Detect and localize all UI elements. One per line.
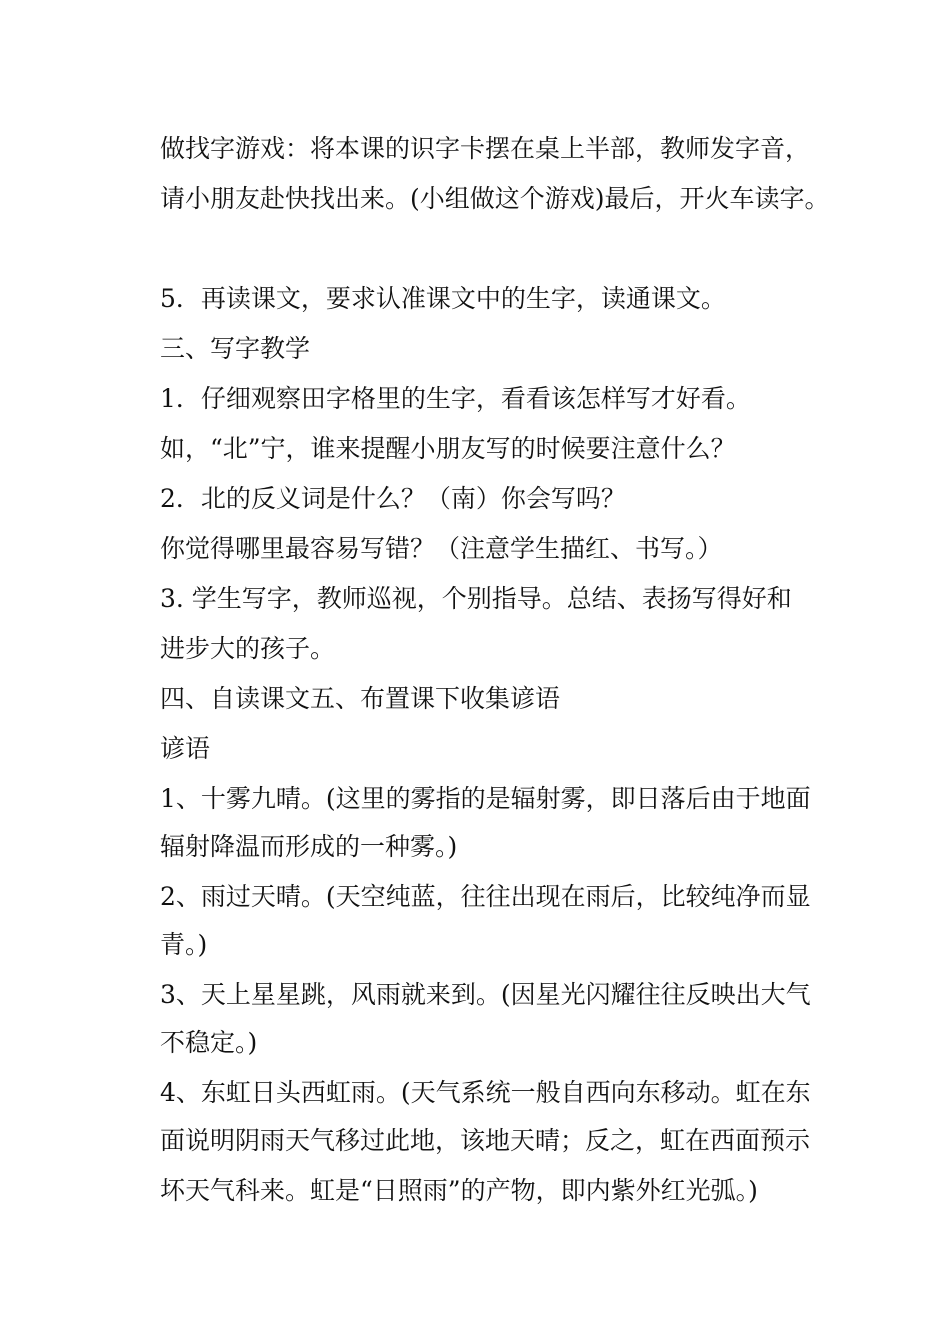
proverbs-heading: 谚语 — [160, 734, 211, 763]
paragraph-line-3: 5．再读课文，要求认准课文中的生字，读通课文。 — [160, 284, 726, 313]
section-heading-reading: 四、自读课文五、布置课下收集谚语 — [160, 684, 561, 713]
proverb-4-line-1: 4、东虹日头西虹雨。(天气系统一般自西向东移动。虹在东 — [160, 1078, 811, 1107]
proverb-1-line-1: 1、十雾九晴。(这里的雾指的是辐射雾，即日落后由于地面 — [160, 784, 811, 813]
paragraph-line-5: 1．仔细观察田字格里的生字，看看该怎样写才好看。 — [160, 384, 751, 413]
proverb-2-line-1: 2、雨过天晴。(天空纯蓝，往往出现在雨后，比较纯净而显 — [160, 882, 811, 911]
section-heading-writing: 三、写字教学 — [160, 334, 311, 363]
paragraph-line-6: 如，“北”宁，谁来提醒小朋友写的时候要注意什么？ — [160, 434, 736, 463]
proverb-4-line-3: 坏天气科来。虹是“日照雨”的产物，即内紫外红光弧。) — [160, 1176, 758, 1205]
paragraph-line-9: 3. 学生写字，教师巡视，个别指导。总结、表扬写得好和 — [160, 584, 792, 613]
paragraph-line-8: 你觉得哪里最容易写错？（注意学生描红、书写。） — [160, 534, 723, 563]
paragraph-line-2: 请小朋友赴快找出来。(小组做这个游戏)最后，开火车读字。 — [160, 184, 830, 213]
proverb-2-line-2: 青。) — [160, 930, 208, 959]
proverb-3-line-2: 不稳定。) — [160, 1028, 258, 1057]
proverb-3-line-1: 3、天上星星跳，风雨就来到。(因星光闪耀往往反映出大气 — [160, 980, 811, 1009]
paragraph-line-1: 做找字游戏：将本课的识字卡摆在桌上半部，教师发字音， — [160, 134, 811, 163]
paragraph-line-7: 2．北的反义词是什么？（南）你会写吗？ — [160, 484, 626, 513]
proverb-4-line-2: 面说明阴雨天气移过此地，该地天晴；反之，虹在西面预示 — [160, 1126, 811, 1155]
proverb-1-line-2: 辐射降温而形成的一种雾。) — [160, 832, 458, 861]
paragraph-line-10: 进步大的孩子。 — [160, 634, 336, 663]
